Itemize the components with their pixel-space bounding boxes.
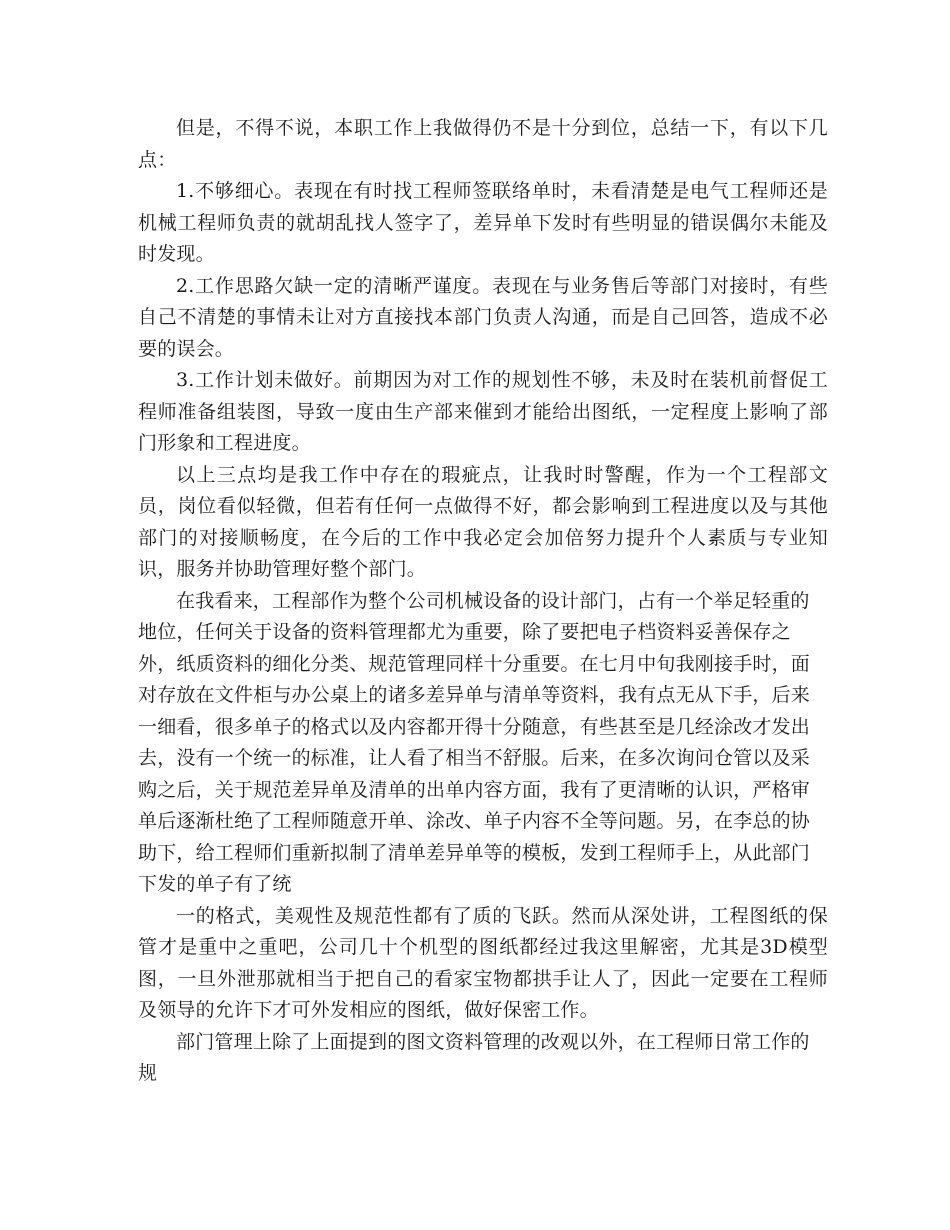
document-body xyxy=(138,113,828,1090)
paragraph-point-2: 2.工作思路欠缺一定的清晰严谨度。表现在与业务售后等部门对接时，有些自己不清楚的事情未让对方直接找本部门负责人沟通，而是自己回答，造成不必要的误会。 xyxy=(138,274,828,360)
paragraph-point-1: 1.不够细心。表现在有时找工程师签联络单时，未看清楚是电气工程师还是机械工程师负责的就胡乱找人签字了，差异单下发时有些明显的错误偶尔未能及时发现。 xyxy=(138,180,828,265)
paragraph-drawing-security: 一的格式，美观性及规范性都有了质的飞跃。然而从深处讲，工程图纸的保管才是重中之重吧，公司几十个机型的图纸都经过我这里解密，尤其是3D模型图，一旦外泄那就相当于把自己的看家宝物都拱手让人了，因此一定要在工程师及领导的允许下才可外发相应的图纸，做好保密工作。 xyxy=(138,904,828,1021)
paragraph-intro: 但是，不得不说，本职工作上我做得仍不是十分到位，总结一下，有以下几点： xyxy=(138,117,828,171)
paragraph-point-3: 3.工作计划未做好。前期因为对工作的规划性不够，未及时在装机前督促工程师准备组装图，导致一度由生产部来催到才能给出图纸，一定程度上影响了部门形象和工程进度。 xyxy=(138,369,828,454)
paragraph-reflection: 以上三点均是我工作中存在的瑕疵点，让我时时警醒，作为一个工程部文员，岗位看似轻微，但若有任何一点做得不好，都会影响到工程进度以及与其他部门的对接顺畅度，在今后的工作中我必定会加倍努力提升个人素质与专业知识，服务并协助管理好整个部门。 xyxy=(138,463,828,580)
paragraph-document-management: 在我看来，工程部作为整个公司机械设备的设计部门，占有一个举足轻重的地位，任何关于设备的资料管理都尤为重要，除了要把电子档资料妥善保存之外，纸质资料的细化分类、规范管理同样十分重要。在七月中旬我刚接手时，面对存放在文件柜与办公桌上的诸多差异单与清单等资料，我有点无从下手，后来一细看，很多单子的格式以及内容都开得十分随意，有些甚至是几经涂改才发出去，没有一个统一的标准，让人看了相当不舒服。后来，在多次询问仓管以及采购之后，关于规范差异单及清单的出单内容方面，我有了更清晰的认识，严格审单后逐渐杜绝了工程师随意开单、涂改、单子内容不全等问题。另，在李总的协助下，给工程师们重新拟制了清单差异单等的模板，发到工程师手上，从此部门下发的单子有了统 xyxy=(138,589,811,895)
paragraph-department-management: 部门管理上除了上面提到的图文资料管理的改观以外，在工程师日常工作的规 xyxy=(138,1030,810,1084)
